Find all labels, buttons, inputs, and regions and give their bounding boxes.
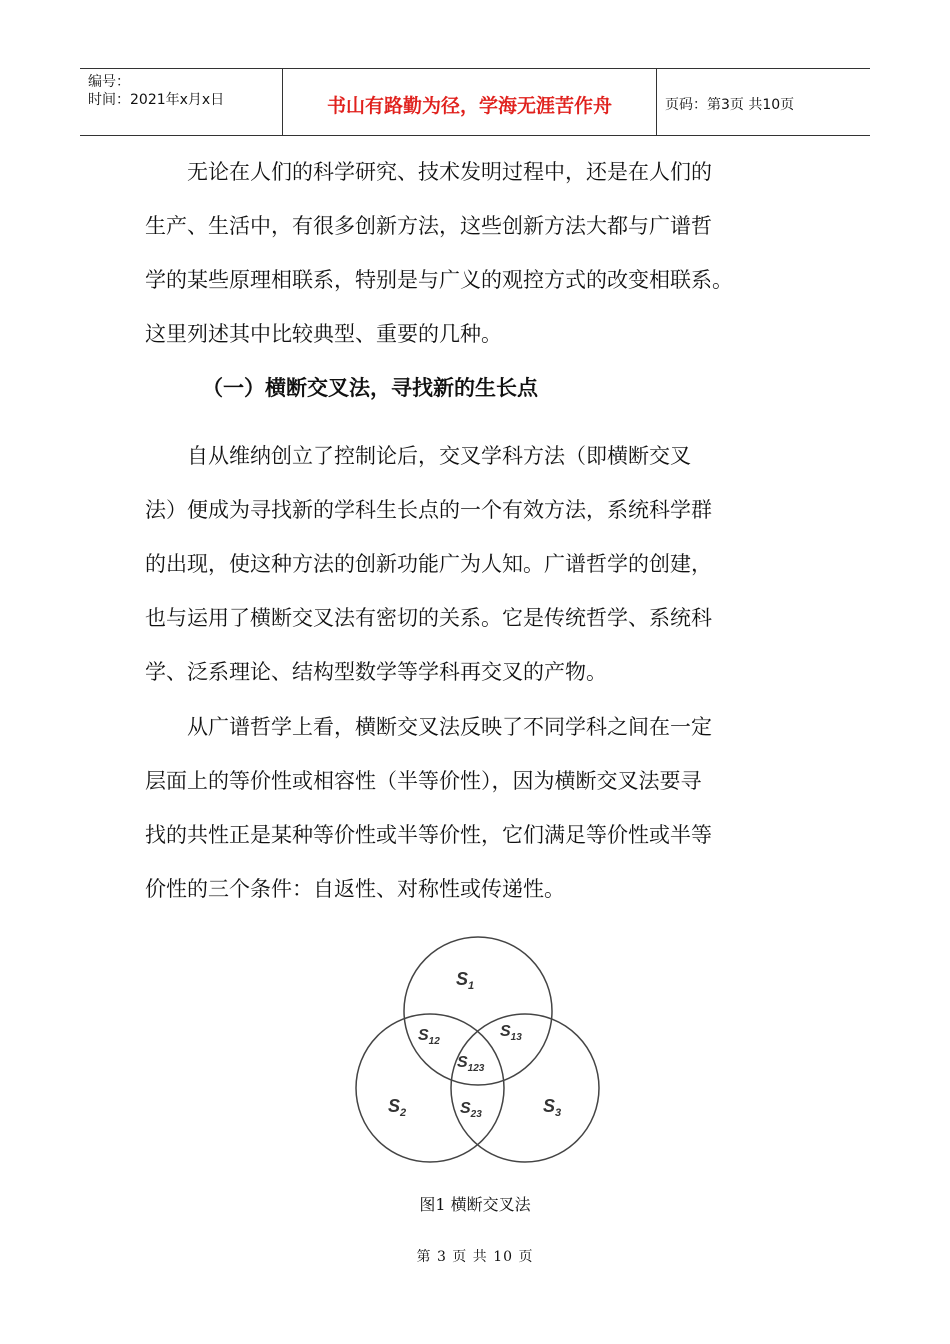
- header-meta: [80, 69, 283, 135]
- p2-line-1: 自从维纳创立了控制论后，交叉学科方法（即横断交叉: [187, 444, 691, 468]
- p1-line-1: 无论在人们的科学研究、技术发明过程中，还是在人们的: [187, 160, 712, 184]
- label-s12: $S_{12}$: [418, 1027, 440, 1047]
- page-header: [80, 68, 870, 136]
- p1-line-3: 学的某些原理相联系，特别是与广义的观控方式的改变相联系。: [145, 268, 733, 292]
- header-date: 时间：2021年x月x日: [88, 92, 225, 108]
- label-s2: $S_2$: [388, 1096, 407, 1119]
- page-footer: 第 3 页 共 10 页: [416, 1249, 534, 1265]
- header-motto: 书山有路勤为径，学海无涯苦作舟: [283, 69, 657, 135]
- p3-line-1: 从广谱哲学上看，横断交叉法反映了不同学科之间在一定: [187, 715, 712, 739]
- p2-line-5: 学、泛系理论、结构型数学等学科再交叉的产物。: [145, 660, 607, 684]
- p3-line-3: 找的共性正是某种等价性或半等价性，它们满足等价性或半等: [145, 823, 712, 847]
- header-page-info: 页码：第3页 共10页: [665, 97, 795, 113]
- paragraph-2: [145, 429, 820, 699]
- figure-caption: 图1 横断交叉法: [419, 1195, 531, 1214]
- label-s3: $S_3$: [543, 1096, 562, 1119]
- venn-diagram: [340, 930, 610, 1170]
- label-s1: $S_1$: [456, 969, 475, 992]
- p2-line-4: 也与运用了横断交叉法有密切的关系。它是传统哲学、系统科: [145, 606, 712, 630]
- p2-line-2: 法）便成为寻找新的学科生长点的一个有效方法，系统科学群: [145, 498, 712, 522]
- p3-line-2: 层面上的等价性或相容性（半等价性），因为横断交叉法要寻: [145, 769, 702, 793]
- label-s123: $S_{123}$: [457, 1054, 485, 1074]
- p1-line-2: 生产、生活中，有很多创新方法，这些创新方法大都与广谱哲: [145, 214, 712, 238]
- section-heading: （一）横断交叉法，寻找新的生长点: [202, 376, 538, 400]
- label-s13: $S_{13}$: [500, 1023, 522, 1043]
- label-s23: $S_{23}$: [460, 1100, 482, 1120]
- paragraph-3: [145, 700, 820, 916]
- circle-s3: [451, 1014, 599, 1162]
- p3-line-4: 价性的三个条件：自返性、对称性或传递性。: [145, 877, 565, 901]
- p2-line-3: 的出现，使这种方法的创新功能广为人知。广谱哲学的创建，: [145, 552, 712, 576]
- p1-line-4: 这里列述其中比较典型、重要的几种。: [145, 322, 502, 346]
- paragraph-1: [145, 145, 820, 361]
- header-number: 编号：: [88, 74, 130, 90]
